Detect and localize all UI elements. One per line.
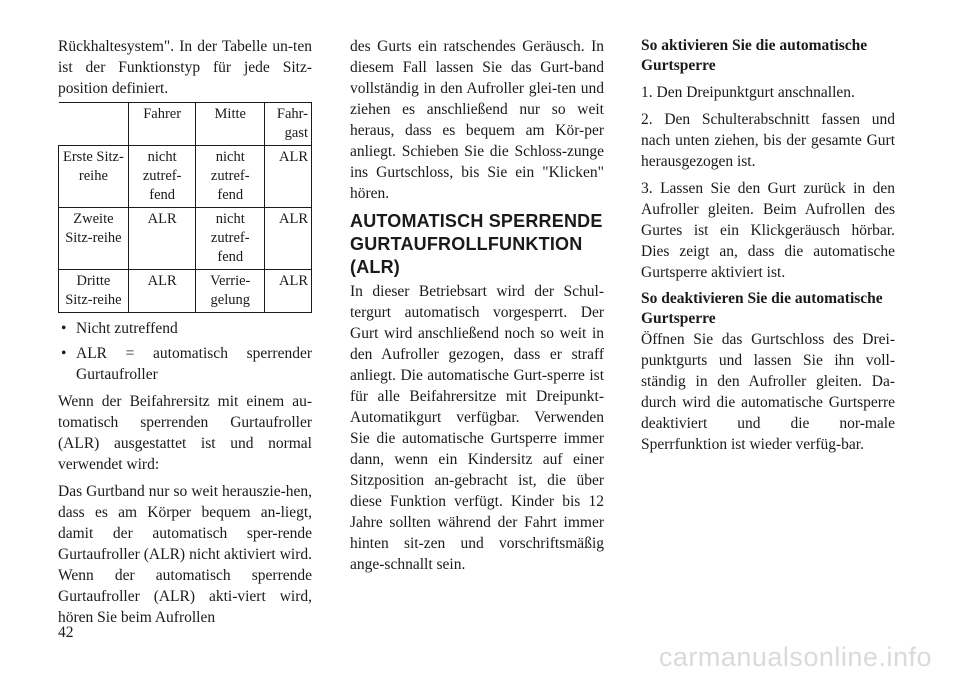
subheading-activate: So aktivieren Sie die automatische Gurtsperre: [641, 37, 868, 74]
table-cell: nicht zutref-fend: [196, 208, 265, 270]
table-cell: ALR: [128, 208, 196, 270]
paragraph: des Gurts ein ratschendes Geräusch. In diesem Fall lassen Sie das Gurt-band vollständig in den Aufroller glei-ten und ziehen es anschließend nur so weit heraus, dass es bequem am Kör-per anliegt. Schieben Sie die Schloss-zunge ins Gurtschloss, bis Sie ein "Klicken" hören.: [350, 38, 604, 202]
step-item: 3. Lassen Sie den Gurt zurück in den Aufroller gleiten. Beim Aufrollen des Gurtes ist ein Klickgeräusch hörbar. Dies zeigt an, dass die automatische Gurtsperre aktiviert ist.: [641, 180, 895, 281]
table-row: [59, 208, 312, 270]
subheading-deactivate: So deaktivieren Sie die automatische Gurtsperre: [641, 290, 883, 327]
list-item-text: ALR = automatisch sperrender Gurtaufroller: [76, 345, 312, 383]
table-cell: Zweite Sitz-reihe: [59, 208, 129, 270]
bullet-icon: •: [61, 345, 67, 362]
middle-column: [350, 36, 604, 581]
left-column: [58, 36, 312, 634]
table-header-cell: Mitte: [196, 103, 265, 146]
table-cell: nicht zutref-fend: [128, 146, 196, 208]
table-row: [59, 146, 312, 208]
table-cell: ALR: [265, 270, 312, 313]
table-cell: nicht zutref-fend: [196, 146, 265, 208]
table-cell: ALR: [265, 146, 312, 208]
paragraph: Öffnen Sie das Gurtschloss des Drei-punktgurts und lassen Sie ihn voll-ständig in den Aufroller gleiten. Da-durch wird die automatische Gurtsperre deaktiviert und die nor-male Sperrfunktion ist wieder verfüg-bar.: [641, 331, 895, 453]
table-cell: Verrie-gelung: [196, 270, 265, 313]
step-item: 1. Den Dreipunktgurt anschnallen.: [641, 84, 855, 101]
page-number: 42: [58, 624, 74, 641]
list-item-text: Nicht zutreffend: [76, 320, 178, 337]
bullet-icon: •: [61, 320, 67, 337]
table-row: [59, 270, 312, 313]
footnote-list: [58, 318, 312, 385]
paragraph: In dieser Betriebsart wird der Schul-tergurt automatisch vorgesperrt. Der Gurt wird anschließend noch so weit in den Aufroller gezogen, dass er straff anliegt. Die automatische Gurt-sperre ist für alle Beifahrersitze mit Dreipunkt-Automatikgurt verfügbar. Verwenden Sie die automatische Gurtsperre immer dann, wenn ein Kindersitz auf einer Sitzposition an-gebracht ist, die über diese Funktion verfügt. Kinder bis 12 Jahre sollten während der Fahrt immer hinten sit-zen und vorschriftsmäßig ange-schnallt sein.: [350, 283, 604, 573]
table-cell: ALR: [265, 208, 312, 270]
watermark: carmanualsonline.info: [658, 642, 932, 672]
list-item: [58, 343, 312, 385]
intro-text: Rückhaltesystem". In der Tabelle un-ten ist der Funktionstyp für jede Sitz-position definiert.: [58, 38, 312, 97]
list-item: [58, 318, 312, 339]
table-cell: ALR: [128, 270, 196, 313]
step-item: 2. Den Schulterabschnitt fassen und nach unten ziehen, bis der gesamte Gurt herausgezogen ist.: [641, 111, 895, 170]
table-cell: Erste Sitz-reihe: [59, 146, 129, 208]
section-heading: AUTOMATISCH SPERRENDE GURTAUFROLLFUNKTION (ALR): [350, 211, 603, 277]
steps-list: [641, 82, 895, 283]
seat-function-table: [58, 102, 312, 313]
paragraph: Das Gurtband nur so weit herauszie-hen, dass es am Körper bequem an-liegt, damit der automatisch sper-rende Gurtaufroller (ALR) nicht aktiviert wird. Wenn der automatisch sperrende Gurtaufroller (ALR) akti-viert wird, hören Sie beim Aufrollen: [58, 483, 312, 626]
paragraph: Wenn der Beifahrersitz mit einem au-tomatisch sperrenden Gurtaufroller (ALR) ausgestattet ist und normal verwendet wird:: [58, 393, 312, 473]
table-header-cell: Fahrer: [128, 103, 196, 146]
right-column: [641, 36, 895, 461]
table-header-row: [59, 103, 312, 146]
table-header-cell: [59, 103, 129, 146]
table-cell: Dritte Sitz-reihe: [59, 270, 129, 313]
table-header-cell: Fahr-gast: [265, 103, 312, 146]
